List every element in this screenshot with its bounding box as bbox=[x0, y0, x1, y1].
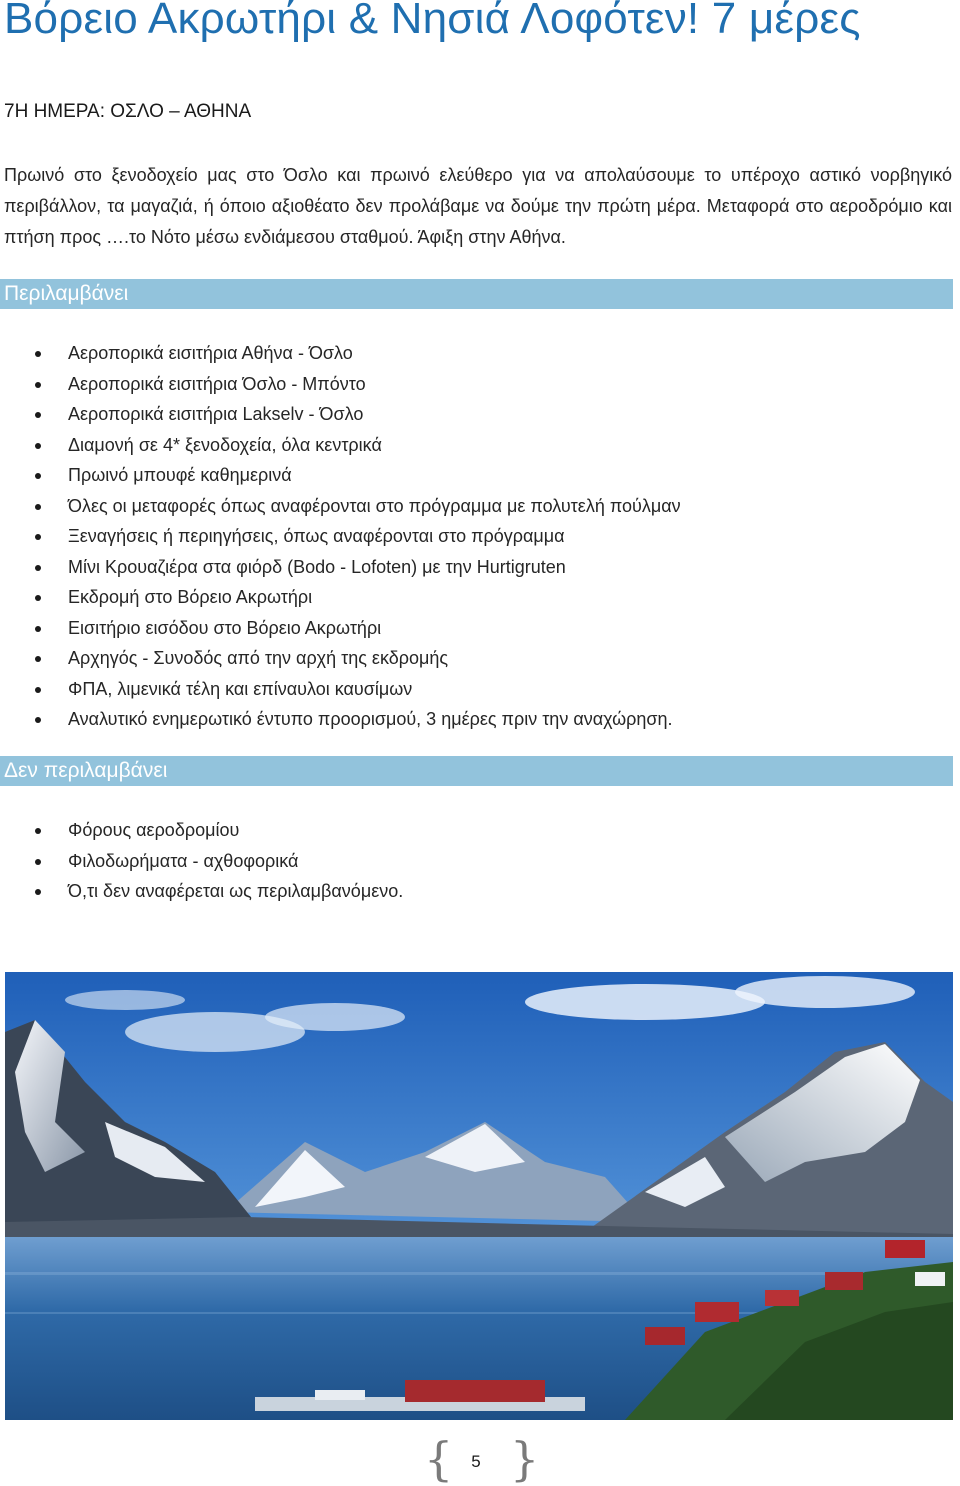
bullet-icon bbox=[35, 351, 41, 357]
bullet-icon bbox=[35, 717, 41, 723]
list-item bbox=[0, 815, 403, 846]
list-item-text: Αρχηγός - Συνοδός από την αρχή της εκδρομής bbox=[68, 648, 449, 668]
bullet-icon bbox=[35, 687, 41, 693]
list-item-text: Φιλοδωρήματα - αχθοφορικά bbox=[68, 850, 299, 871]
footer-bracket-right: } bbox=[510, 1432, 540, 1486]
bullet-icon bbox=[35, 443, 41, 449]
bullet-icon bbox=[35, 382, 41, 388]
list-item bbox=[0, 460, 681, 491]
list-item bbox=[0, 876, 403, 907]
list-item bbox=[0, 399, 681, 430]
list-item-text: Ό,τι δεν αναφέρεται ως περιλαμβανόμενο. bbox=[68, 881, 404, 901]
list-item-text: Φόρους αεροδρομίου bbox=[68, 820, 240, 840]
excludes-heading: Δεν περιλαμβάνει bbox=[0, 756, 953, 786]
list-item bbox=[0, 613, 681, 644]
bullet-icon bbox=[35, 565, 41, 571]
bullet-icon bbox=[35, 473, 41, 479]
footer-bracket-left: { bbox=[424, 1432, 454, 1486]
bullet-icon bbox=[35, 889, 41, 895]
list-item-text: Όλες οι μεταφορές όπως αναφέρονται στο πρόγραμμα με πολυτελή πούλμαν bbox=[68, 495, 681, 516]
list-item bbox=[0, 338, 681, 369]
day-heading: 7Η ΗΜΕΡΑ: ΟΣΛΟ – ΑΘΗΝΑ bbox=[4, 101, 252, 122]
day-description: Πρωινό στο ξενοδοχείο μας στο Όσλο και πρωινό ελεύθερο για να απολαύσουμε το υπέροχο αστικό νορβηγικό περιβάλλον, τα μαγαζιά, ή όποιο αξιοθέατο δεν προλάβαμε να δούμε την πρώτη μέρα. Μεταφορά στο αεροδρόμιο και πτήση προς ….το Νότο μέσω ενδιάμεσου σταθμού. Άφιξη στην Αθήνα. bbox=[4, 165, 952, 247]
list-item-text: Εκδρομή στο Βόρειο Ακρωτήρι bbox=[68, 587, 313, 607]
bullet-icon bbox=[35, 626, 41, 632]
list-item-text: Διαμονή σε 4* ξενοδοχεία, όλα κεντρικά bbox=[68, 434, 382, 455]
bullet-icon bbox=[35, 534, 41, 540]
list-item-text: Αεροπορικά εισιτήρια Όσλο - Μπόντο bbox=[68, 373, 366, 394]
includes-list bbox=[0, 338, 681, 735]
list-item bbox=[0, 552, 681, 583]
document-title: Βόρειο Ακρωτήρι & Νησιά Λοφότεν! 7 μέρες bbox=[4, 0, 861, 43]
list-item bbox=[0, 704, 681, 735]
list-item bbox=[0, 846, 403, 877]
bullet-icon bbox=[35, 828, 41, 834]
list-item-text: Αεροπορικά εισιτήρια Lakselv - Όσλο bbox=[68, 404, 364, 424]
list-item bbox=[0, 643, 681, 674]
list-item bbox=[0, 674, 681, 705]
list-item-text: Αναλυτικό ενημερωτικό έντυπο προορισμού, 3 ημέρες πριν την αναχώρηση. bbox=[68, 709, 673, 729]
bullet-icon bbox=[35, 595, 41, 601]
list-item bbox=[0, 521, 681, 552]
lofoten-landscape-photo bbox=[5, 972, 953, 1420]
bullet-icon bbox=[35, 504, 41, 510]
excludes-list bbox=[0, 815, 403, 907]
page-number: 5 bbox=[471, 1452, 481, 1471]
list-item bbox=[0, 582, 681, 613]
list-item-text: Πρωινό μπουφέ καθημερινά bbox=[68, 465, 292, 485]
list-item-text: Εισιτήριο εισόδου στο Βόρειο Ακρωτήρι bbox=[68, 617, 382, 638]
includes-heading: Περιλαμβάνει bbox=[0, 279, 953, 309]
list-item bbox=[0, 369, 681, 400]
bullet-icon bbox=[35, 859, 41, 865]
list-item-text: Μίνι Κρουαζιέρα στα φιόρδ (Bodo - Lofoten) με την Hurtigruten bbox=[68, 556, 566, 577]
list-item-text: Ξεναγήσεις ή περιηγήσεις, όπως αναφέρονται στο πρόγραμμα bbox=[68, 526, 565, 546]
list-item-text: ΦΠΑ, λιμενικά τέλη και επίναυλοι καυσίμων bbox=[68, 678, 413, 699]
list-item-text: Αεροπορικά εισιτήρια Αθήνα - Όσλο bbox=[68, 343, 353, 363]
list-item bbox=[0, 430, 681, 461]
list-item bbox=[0, 491, 681, 522]
bullet-icon bbox=[35, 656, 41, 662]
bullet-icon bbox=[35, 412, 41, 418]
